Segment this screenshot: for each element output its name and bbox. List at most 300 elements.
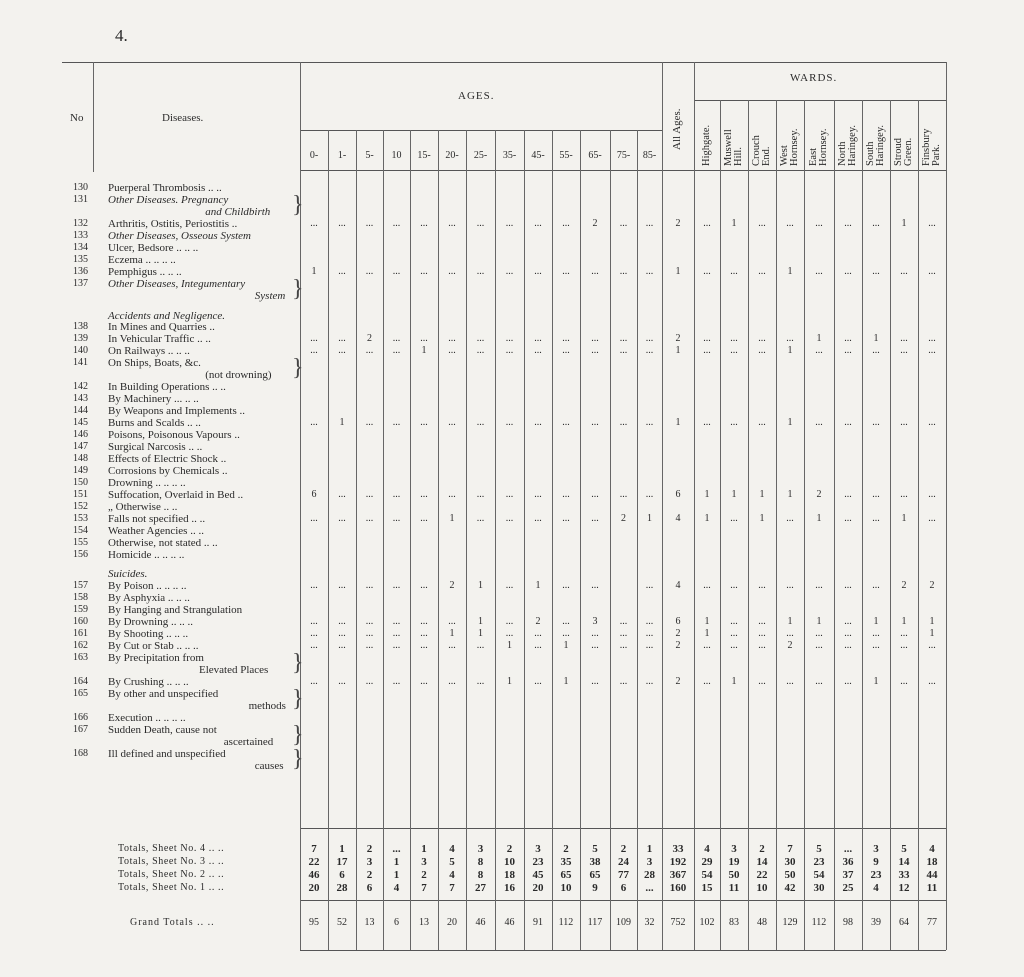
data-row-ward-cell: ... [872, 345, 880, 357]
data-row-age-cell: ... [562, 333, 570, 345]
age-column-rule [610, 130, 611, 950]
grand-total-row-age-cell: 112 [558, 917, 574, 928]
data-row-age-cell: ... [310, 345, 318, 357]
data-row-ward-cell: 2 [929, 580, 935, 592]
age-group-header: 20- [445, 150, 459, 161]
data-row-all-ages-cell: 1 [675, 345, 681, 357]
ward-subheader-rule [694, 100, 946, 101]
data-row-age-cell: ... [392, 676, 401, 687]
data-row-age-cell: ... [645, 676, 654, 687]
data-row-age-cell: ... [476, 676, 485, 687]
data-row-age-cell: ... [591, 417, 599, 429]
row-number: 149 [73, 464, 88, 476]
data-row-ward-cell: ... [730, 616, 738, 628]
age-group-header: 0- [309, 150, 319, 161]
data-row-age-cell: 1 [478, 628, 483, 640]
data-row-age-cell: ... [365, 676, 374, 687]
data-row-ward-cell: ... [900, 333, 908, 345]
totals-row-age-cell: 7 [311, 843, 317, 855]
age-group-header: 85- [642, 150, 657, 161]
totals-row-age-cell: 22 [308, 856, 320, 868]
data-row-age-cell: ... [505, 217, 514, 229]
data-row-age-cell: 1 [449, 512, 455, 524]
totals-row-ward-cell: 19 [728, 856, 740, 868]
disease-label: Suffocation, Overlaid in Bed .. [108, 488, 244, 501]
totals-top-rule [300, 828, 946, 829]
data-row-age-cell: ... [365, 345, 374, 357]
data-row-age-cell: 1 [563, 676, 569, 687]
totals-row-ward-cell: 23 [813, 856, 825, 868]
totals-row-age-cell: ... [645, 882, 654, 894]
grand-total-row-ward-cell: 64 [899, 917, 909, 928]
data-row-ward-cell: ... [703, 417, 711, 429]
totals-row-age-cell: 77 [618, 869, 629, 881]
totals-row-ward-cell: 33 [898, 869, 910, 881]
disease-label: Corrosions by Chemicals .. [108, 464, 228, 477]
data-row-ward-cell: ... [928, 265, 936, 277]
totals-row-ward-cell: 50 [728, 869, 740, 881]
data-row-age-cell: 6 [311, 488, 317, 500]
data-row-ward-cell: ... [703, 333, 711, 345]
data-row-ward-cell: ... [872, 417, 880, 429]
brace: } [292, 685, 304, 712]
totals-row-age-cell: 1 [393, 869, 400, 881]
ward-header: East Hornsey. [808, 128, 829, 166]
data-row-ward-cell: ... [730, 265, 738, 277]
data-row-ward-cell: ... [758, 628, 766, 640]
totals-row-age-cell: 2 [563, 843, 569, 855]
data-row-age-cell: 1 [563, 640, 569, 652]
data-row-age-cell: ... [534, 512, 542, 524]
totals-row-age-cell: 27 [475, 882, 486, 894]
data-row-age-cell: ... [505, 580, 514, 592]
data-row-all-ages-cell: 2 [675, 217, 681, 229]
data-row-age-cell: ... [619, 217, 628, 229]
data-row-age-cell: ... [591, 265, 599, 277]
totals-row-ward-cell: 3 [731, 843, 737, 855]
data-row-ward-cell: ... [844, 333, 852, 345]
data-row-all-ages-cell: 1 [675, 417, 681, 429]
data-row-ward-cell: ... [844, 488, 852, 500]
totals-row-age-cell: 16 [504, 882, 515, 894]
totals-row-age-cell: 3 [366, 856, 373, 868]
totals-row-age-cell: 65 [560, 869, 572, 881]
totals-row-age-cell: 1 [421, 843, 427, 855]
data-row-age-cell: ... [338, 580, 346, 592]
data-row-ward-cell: 1 [816, 512, 822, 524]
totals-row-ward-cell: 37 [842, 869, 854, 881]
data-row-age-cell: ... [420, 488, 428, 500]
data-row-all-ages-cell: 2 [675, 333, 681, 345]
data-row-age-cell: ... [392, 417, 401, 429]
data-row-ward-cell: ... [900, 345, 908, 357]
age-group-header: 5- [365, 150, 374, 161]
totals-row-ward-cell: 29 [701, 856, 713, 868]
data-row-age-cell: ... [476, 333, 485, 345]
data-row-age-cell: ... [420, 265, 428, 277]
grand-total-row-ward-cell: 129 [782, 917, 798, 928]
grand-totals-label: Grand Totals .. .. [130, 917, 215, 928]
data-row-ward-cell: 1 [873, 676, 879, 687]
data-row-age-cell: ... [505, 265, 514, 277]
data-row-age-cell: ... [310, 217, 318, 229]
totals-row-age-cell: 1 [393, 856, 400, 868]
data-row-ward-cell: ... [730, 512, 738, 524]
data-row-age-cell: ... [645, 580, 654, 592]
row-number: 156 [73, 548, 88, 560]
data-row-ward-cell: ... [928, 345, 936, 357]
data-row-ward-cell: ... [786, 628, 794, 640]
data-row-age-cell: ... [420, 580, 428, 592]
header-bottom-rule [300, 170, 946, 171]
totals-row-ward-cell: 5 [901, 843, 907, 855]
grand-total-row-age-cell: 117 [587, 917, 603, 928]
data-row-age-cell: ... [392, 640, 401, 652]
data-row-age-cell: ... [448, 616, 456, 628]
data-row-age-cell: ... [448, 488, 456, 500]
totals-row-age-cell: 3 [535, 843, 541, 855]
ward-header: West Hornsey. [779, 128, 800, 166]
data-row-age-cell: ... [619, 417, 628, 429]
disease-label: By Asphyxia .. .. .. [108, 592, 190, 605]
data-row-age-cell: 1 [507, 640, 512, 652]
totals-row-ward-cell: 54 [701, 869, 713, 881]
data-row-all-ages-cell: 4 [675, 580, 681, 592]
disease-label: By Hanging and Strangulation [108, 604, 243, 617]
data-row-ward-cell: ... [730, 628, 738, 640]
data-row-age-cell: ... [338, 265, 346, 277]
data-row-ward-cell: 1 [787, 616, 793, 628]
row-number: 164 [73, 676, 88, 687]
totals-row-age-cell: 4 [449, 843, 455, 855]
data-row-ward-cell: ... [872, 265, 880, 277]
totals-row-ward-cell: 11 [728, 882, 740, 894]
data-row-age-cell: ... [476, 217, 485, 229]
data-row-age-cell: ... [310, 580, 318, 592]
data-row-ward-cell: ... [703, 580, 711, 592]
totals-row-ward-cell: 4 [929, 843, 935, 855]
totals-row-age-cell: 2 [366, 869, 373, 881]
totals-row-age-cell: 10 [560, 882, 572, 894]
data-row-ward-cell: 1 [901, 217, 907, 229]
data-row-ward-cell: ... [872, 488, 880, 500]
totals-row-age-cell: 38 [589, 856, 601, 868]
data-row-age-cell: ... [338, 345, 346, 357]
totals-row-age-cell: 28 [644, 869, 655, 881]
row-number: 134 [73, 241, 88, 253]
disease-label: Puerperal Thrombosis .. .. [108, 182, 222, 194]
data-row-age-cell: ... [534, 417, 542, 429]
totals-row-age-cell: 6 [339, 869, 345, 881]
data-row-age-cell: ... [392, 628, 401, 640]
data-row-age-cell: ... [476, 488, 485, 500]
disease-label: By Weapons and Implements .. [108, 405, 246, 418]
totals-row-ward-cell: 22 [756, 869, 768, 881]
data-row-ward-cell: 1 [787, 488, 793, 500]
row-number: 136 [73, 265, 88, 277]
totals-row-ward-cell: 7 [787, 843, 793, 855]
data-row-age-cell: ... [365, 616, 374, 628]
totals-row-ward-cell: 25 [842, 882, 854, 894]
totals-row-ward-cell: 30 [784, 856, 796, 868]
data-row-age-cell: ... [448, 265, 456, 277]
grand-total-row-age-cell: 52 [337, 917, 347, 928]
totals-row-ward-cell: 23 [870, 869, 882, 881]
data-row-ward-cell: ... [815, 265, 823, 277]
row-number: 140 [73, 345, 88, 357]
grand-total-row-age-cell: 20 [447, 917, 457, 928]
data-row-ward-cell: ... [928, 640, 936, 652]
data-row-age-cell: ... [645, 616, 654, 628]
disease-label: Drowning .. .. .. .. [108, 476, 186, 489]
data-row-age-cell: ... [591, 488, 599, 500]
totals-row-all-ages-cell: 367 [669, 869, 687, 881]
totals-row-all-ages-cell: 192 [669, 856, 687, 868]
data-row-ward-cell: ... [900, 640, 908, 652]
data-row-age-cell: 1 [449, 628, 455, 640]
totals-row-age-cell: 7 [449, 882, 455, 894]
totals-row-ward-cell: 42 [784, 882, 796, 894]
disease-label: System [254, 289, 286, 302]
data-row-age-cell: ... [310, 676, 318, 687]
grand-total-row-age-cell: 95 [309, 917, 319, 928]
data-row-age-cell: ... [392, 512, 401, 524]
data-row-ward-cell: ... [758, 616, 766, 628]
row-number: 160 [73, 616, 88, 628]
data-row-age-cell: ... [392, 265, 401, 277]
age-column-rule [383, 130, 384, 950]
totals-row-age-cell: 17 [336, 856, 348, 868]
data-row-age-cell: ... [562, 628, 570, 640]
table-bottom-rule [300, 950, 946, 951]
disease-label: Ulcer, Bedsore .. .. .. [108, 241, 199, 254]
disease-label: (not drowning) [205, 369, 272, 382]
data-row-age-cell: ... [591, 512, 599, 524]
data-row-ward-cell: 1 [704, 616, 710, 628]
ward-header: Stroud Green. [893, 137, 914, 166]
data-row-all-ages-cell: 2 [675, 676, 681, 687]
data-row-age-cell: ... [562, 217, 570, 229]
disease-label: By other and unspecified [108, 687, 219, 700]
data-row-age-cell: ... [562, 488, 570, 500]
data-row-ward-cell: ... [703, 217, 711, 229]
data-row-ward-cell: ... [844, 616, 852, 628]
data-row-age-cell: 1 [507, 676, 512, 687]
totals-row-age-cell: 23 [532, 856, 544, 868]
data-row-age-cell: ... [505, 333, 514, 345]
data-row-age-cell: ... [505, 345, 514, 357]
grand-total-row-age-cell: 6 [394, 917, 399, 928]
age-column-rule [438, 130, 439, 950]
totals-row-age-cell: 35 [560, 856, 572, 868]
data-row-age-cell: ... [562, 345, 570, 357]
data-row-ward-cell: ... [730, 640, 738, 652]
data-row-ward-cell: ... [872, 217, 880, 229]
data-row-ward-cell: 1 [759, 512, 765, 524]
data-row-age-cell: ... [310, 417, 318, 429]
grand-total-row-age-cell: 46 [475, 917, 486, 928]
all-ages-left-rule [662, 62, 663, 950]
data-row-all-ages-cell: 6 [675, 488, 681, 500]
data-row-age-cell: ... [365, 217, 374, 229]
totals-row-age-cell: 2 [421, 869, 427, 881]
page-number: 4. [115, 26, 128, 45]
totals-row-age-cell: 18 [504, 869, 515, 881]
data-row-ward-cell: 1 [704, 488, 710, 500]
data-row-ward-cell: ... [900, 265, 908, 277]
data-row-age-cell: ... [476, 265, 485, 277]
diseases-header: Diseases. [162, 112, 204, 124]
data-row-all-ages-cell: 1 [675, 265, 681, 277]
age-group-header: 45- [531, 150, 545, 161]
disease-label: Effects of Electric Shock .. [108, 452, 227, 465]
row-number: 148 [73, 452, 88, 464]
row-number: 162 [73, 640, 88, 652]
age-group-header: 10 [391, 150, 402, 161]
age-column-rule [328, 130, 329, 950]
data-row-age-cell: ... [338, 628, 346, 640]
disease-label: methods [248, 699, 286, 712]
row-number: 137 [73, 277, 88, 289]
age-subheader-rule [300, 130, 662, 131]
age-column-rule [356, 130, 357, 950]
data-row-age-cell: ... [645, 640, 654, 652]
totals-row-ward-cell: 11 [926, 882, 938, 894]
data-row-age-cell: ... [505, 616, 514, 628]
data-row-age-cell: ... [420, 333, 428, 345]
data-row-ward-cell: ... [815, 676, 823, 687]
row-number: 143 [73, 393, 88, 405]
data-row-age-cell: ... [448, 217, 456, 229]
age-group-header: 1- [337, 150, 347, 161]
grand-total-row-ward-cell: 77 [927, 917, 937, 928]
totals-label: Totals, Sheet No. 2 .. .. [118, 869, 225, 880]
totals-row-age-cell: 1 [339, 843, 345, 855]
data-row-age-cell: ... [476, 345, 485, 357]
data-row-age-cell: ... [392, 333, 401, 345]
totals-row-age-cell: ... [392, 843, 401, 855]
row-number: 153 [73, 512, 88, 524]
data-row-age-cell: ... [392, 217, 401, 229]
data-row-ward-cell: ... [703, 265, 711, 277]
data-row-ward-cell: ... [730, 345, 738, 357]
data-row-ward-cell: ... [815, 345, 823, 357]
data-row-ward-cell: ... [758, 265, 766, 277]
disease-label: Eczema .. .. .. .. [108, 253, 176, 266]
data-row-ward-cell: ... [730, 580, 738, 592]
totals-row-age-cell: 6 [620, 882, 627, 894]
data-row-ward-cell: ... [758, 345, 766, 357]
data-row-ward-cell: ... [758, 217, 766, 229]
row-number: 154 [73, 524, 88, 536]
data-row-ward-cell: ... [900, 417, 908, 429]
data-row-age-cell: ... [365, 417, 374, 429]
data-row-age-cell: ... [310, 616, 318, 628]
disease-label: Arthritis, Ostitis, Periostitis .. [108, 217, 238, 230]
data-row-ward-cell: ... [786, 580, 794, 592]
data-row-ward-cell: ... [872, 512, 880, 524]
grand-total-row-age-cell: 13 [419, 917, 429, 928]
disease-label: Ill defined and unspecified [108, 747, 226, 760]
totals-row-ward-cell: 54 [813, 869, 825, 881]
section-heading: Suicides. [108, 568, 148, 581]
row-number: 133 [73, 229, 88, 241]
data-row-age-cell: ... [534, 345, 542, 357]
totals-row-ward-cell: 5 [816, 843, 822, 855]
data-row-age-cell: ... [534, 217, 542, 229]
data-row-ward-cell: 1 [873, 333, 879, 345]
data-row-ward-cell: ... [900, 676, 908, 687]
data-row-age-cell: ... [534, 488, 542, 500]
data-row-all-ages-cell: 6 [675, 616, 681, 628]
data-row-ward-cell: 1 [901, 512, 907, 524]
ward-header: South Haringey. [865, 124, 886, 166]
disease-label: „ Otherwise .. .. [108, 500, 178, 513]
age-group-header: 15- [417, 150, 431, 161]
totals-row-all-ages-cell: 160 [669, 882, 687, 894]
data-row-age-cell: 2 [449, 580, 455, 592]
totals-row-ward-cell: 50 [784, 869, 796, 881]
row-number: 142 [73, 381, 88, 393]
data-row-age-cell: ... [392, 580, 401, 592]
totals-row-ward-cell: 3 [873, 843, 879, 855]
data-row-ward-cell: ... [844, 512, 852, 524]
data-row-age-cell: ... [619, 488, 628, 500]
totals-row-ward-cell: 9 [873, 856, 879, 868]
totals-row-ward-cell: 44 [926, 869, 938, 881]
data-row-age-cell: ... [338, 333, 346, 345]
data-row-ward-cell: ... [815, 217, 823, 229]
data-row-ward-cell: ... [900, 488, 908, 500]
data-row-ward-cell: ... [703, 640, 711, 652]
data-row-age-cell: ... [645, 265, 654, 277]
disease-label: Sudden Death, cause not [108, 723, 217, 736]
data-row-age-cell: ... [619, 345, 628, 357]
data-row-age-cell: ... [591, 676, 599, 687]
grand-total-row-all-ages-cell: 752 [670, 917, 686, 928]
data-row-ward-cell: 1 [787, 417, 793, 429]
disease-label: In Vehicular Traffic .. .. [108, 333, 211, 346]
age-group-header: 55- [559, 150, 573, 161]
data-row-age-cell: ... [420, 628, 428, 640]
data-row-ward-cell: ... [758, 640, 766, 652]
totals-row-age-cell: 20 [308, 882, 320, 894]
data-row-age-cell: ... [562, 417, 570, 429]
data-row-age-cell: ... [534, 640, 542, 652]
data-row-ward-cell: ... [844, 217, 852, 229]
data-row-age-cell: ... [619, 265, 628, 277]
grand-total-row-age-cell: 13 [364, 917, 375, 928]
data-row-age-cell: 1 [535, 580, 541, 592]
disease-label: Otherwise, not stated .. .. [108, 536, 218, 549]
ward-header: Crouch End. [751, 135, 772, 166]
data-row-age-cell: ... [505, 512, 514, 524]
age-column-rule [466, 130, 467, 950]
data-row-age-cell: ... [392, 345, 401, 357]
data-row-age-cell: ... [591, 628, 599, 640]
data-row-age-cell: ... [562, 512, 570, 524]
totals-row-ward-cell: 18 [926, 856, 938, 868]
grand-total-row-ward-cell: 83 [729, 917, 739, 928]
data-row-ward-cell: ... [872, 628, 880, 640]
row-number: 130 [73, 182, 88, 193]
data-row-age-cell: ... [645, 417, 654, 429]
data-row-age-cell: ... [310, 628, 318, 640]
data-row-age-cell: ... [392, 616, 401, 628]
data-row-ward-cell: ... [928, 417, 936, 429]
totals-row-ward-cell: 2 [759, 843, 765, 855]
grand-total-row-ward-cell: 98 [843, 917, 853, 928]
